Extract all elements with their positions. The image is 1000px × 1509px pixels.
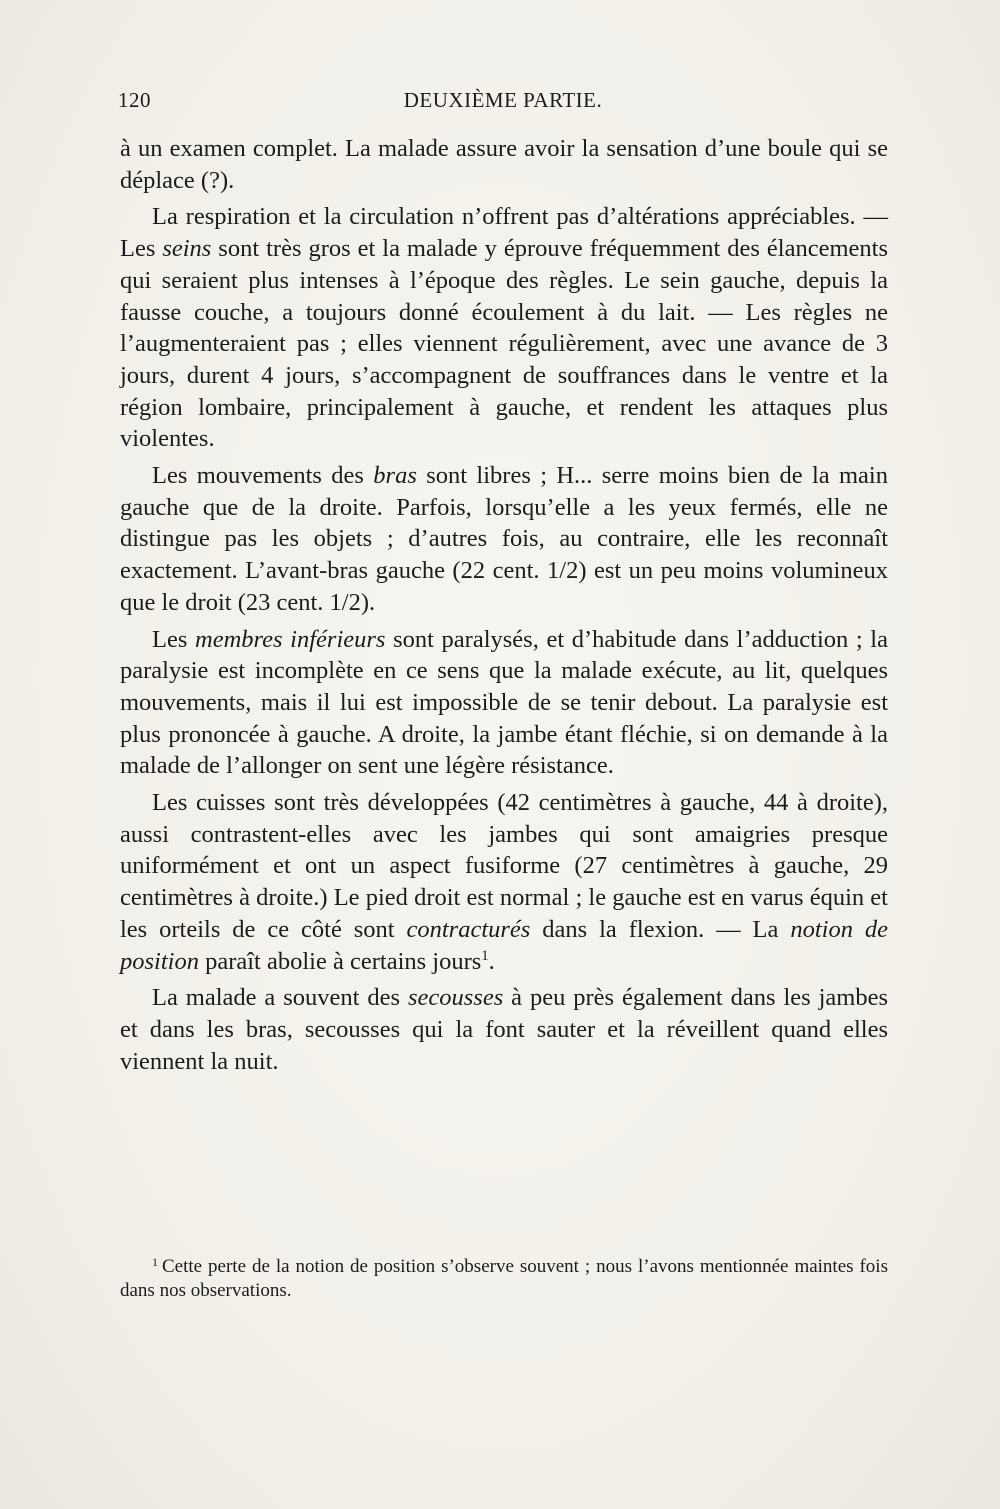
text-run: à peu près également dans les jambes et dans les bras, secousses qui la font sauter et la réveillent quand elles viennent la nuit. xyxy=(120,984,888,1075)
text-run: dans la flexion. — La xyxy=(530,915,791,943)
italic-term: membres inférieurs xyxy=(195,625,386,653)
text-run: La respiration et la circulation n’offrent pas d’altérations appréciables. — Les xyxy=(120,203,888,263)
text-run: paraît abolie à certains jours xyxy=(198,947,482,975)
page-number: 120 xyxy=(118,88,151,112)
text-run: Les xyxy=(152,625,195,653)
footnote-text: Cette perte de la notion de position s’observe souvent ; nous l’avons mentionnée maintes fois dans nos observations. xyxy=(120,1256,888,1301)
paragraph-4 xyxy=(120,624,888,783)
text-run: . xyxy=(488,947,495,975)
text-run: sont libres ; H... serre moins bien de la main gauche que de la droite. Parfois, lorsqu’elle a les yeux fermés, elle ne distingue pas les objets ; d’autres fois, au contraire, elle les reconnaît exactement. L’avant-bras gauche (22 cent. 1/2) est un peu moins volumineux que le droit (23 cent. 1/2). xyxy=(120,462,888,616)
italic-term: bras xyxy=(373,462,417,490)
italic-term: notion de position xyxy=(120,915,888,975)
italic-term: secousses xyxy=(407,984,504,1012)
footnote-reference[interactable]: 1 xyxy=(481,947,489,964)
text-run: La malade a souvent des xyxy=(152,984,408,1012)
text-run: Les mouvements des xyxy=(152,462,374,490)
footnote xyxy=(120,1255,888,1303)
paragraph-1: à un examen complet. La malade assure avoir la sensation d’une boule qui se déplace (?). xyxy=(120,135,888,194)
paragraph-3 xyxy=(120,460,888,619)
running-title: DEUXIÈME PARTIE. xyxy=(403,88,603,112)
body-text xyxy=(120,133,888,1082)
text-run: sont très gros et la malade y éprouve fréquemment des élancements qui seraient plus intenses à l’époque des règles. Le sein gauche, depuis la fausse couche, a toujours donné écoulement à du lait. — Les règles ne l’augmenteraient pas ; elles viennent régulièrement, avec une avance de 3 jours, durent 4 jours, s’accompagnent de souffrances dans le ventre et la région lombaire, principalement à gauche, et rendent les attaques plus violentes. xyxy=(120,235,888,453)
paragraph-5 xyxy=(120,787,888,977)
paragraph-2 xyxy=(120,201,888,455)
italic-term: contracturés xyxy=(406,915,531,943)
text-run: Les cuisses sont très développées (42 centimètres à gauche, 44 à droite), aussi contrastent-elles avec les jambes qui sont amaigries presque uniformément et ont un aspect fusiforme (27 centimètres à gauche, 29 centimètres à droite.) Le pied droit est normal ; le gauche est en varus équin et les orteils de ce côté sont xyxy=(120,789,888,943)
footnote-mark: 1 xyxy=(152,1255,158,1269)
page-header xyxy=(118,88,888,118)
text-run: sont paralysés, et d’habitude dans l’adduction ; la paralysie est incomplète en ce sens que la malade exécute, au lit, quelques mouvements, mais il lui est impossible de se tenir debout. La paralysie est plus prononcée à gauche. A droite, la jambe étant fléchie, si on demande à la malade de l’allonger on sent une légère résistance. xyxy=(120,625,888,780)
italic-term: seins xyxy=(162,235,212,263)
paragraph-6 xyxy=(120,982,888,1077)
